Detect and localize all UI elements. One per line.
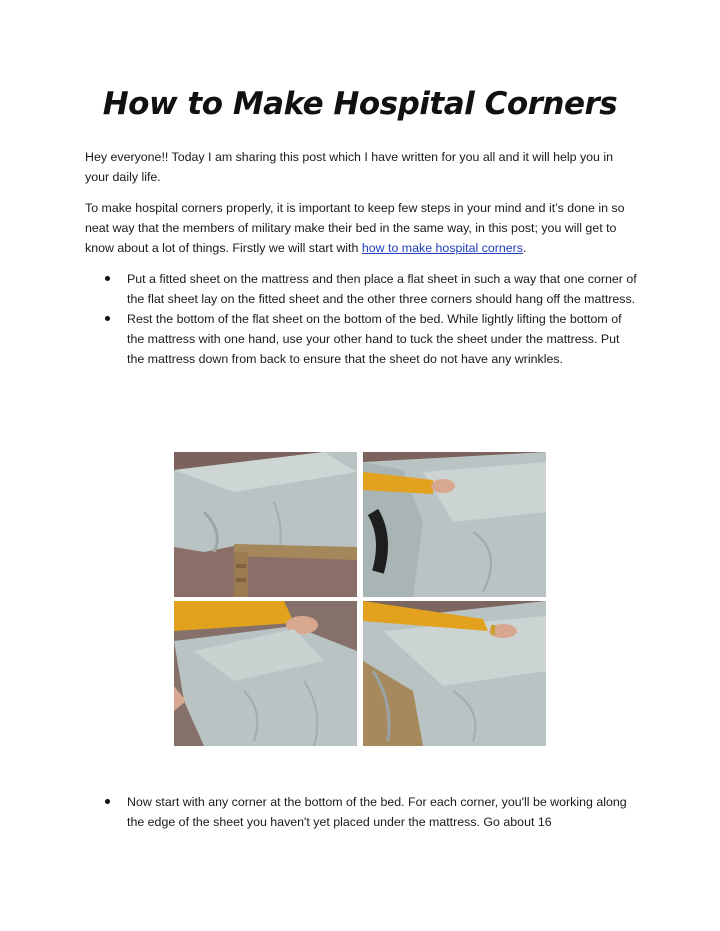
hospital-corners-link[interactable]: how to make hospital corners (361, 241, 524, 255)
list-item (100, 792, 640, 832)
list-item-text: Rest the bottom of the flat sheet on the bottom of the bed. While lightly lifting the bottom of the mattress with one hand, use your other hand to tuck the sheet under the mattress. Put the mattress down from back to ensure that the sheet do not have any wrinkles. (127, 312, 622, 366)
list-item (100, 309, 640, 369)
steps-list (100, 269, 640, 369)
bullet-icon (105, 276, 110, 281)
photo-tucking-sheet (363, 452, 546, 597)
bullet-icon (105, 799, 110, 804)
body-paragraph-end: . (523, 241, 527, 255)
photo-sheet-draped-corner (174, 452, 357, 597)
photo-grid (174, 452, 547, 746)
body-paragraph-text: To make hospital corners properly, it is important to keep few steps in your mind and it’s done in so neat way that the members of military make their bed in the same way, in this post; you will get to know about a lot of things. Firstly we will start with (85, 201, 625, 255)
photo-lifting-sheet (174, 601, 357, 746)
list-item-text: Now start with any corner at the bottom of the bed. For each corner, you'll be working along the edge of the sheet you haven't yet placed under the mattress. Go about 16 (127, 795, 627, 829)
intro-paragraph: Hey everyone!! Today I am sharing this post which I have written for you all and it will help you in your daily life. (85, 150, 614, 184)
list-item (100, 269, 640, 309)
body-paragraph (85, 198, 640, 258)
steps-list-continued (100, 792, 640, 832)
bullet-icon (105, 316, 110, 321)
photo-smoothing-sheet (363, 601, 546, 746)
page-title: How to Make Hospital Corners (102, 86, 618, 122)
list-item-text: Put a fitted sheet on the mattress and then place a flat sheet in such a way that one corner of the flat sheet lay on the fitted sheet and the other three corners should hang off the mattress. (127, 272, 637, 306)
